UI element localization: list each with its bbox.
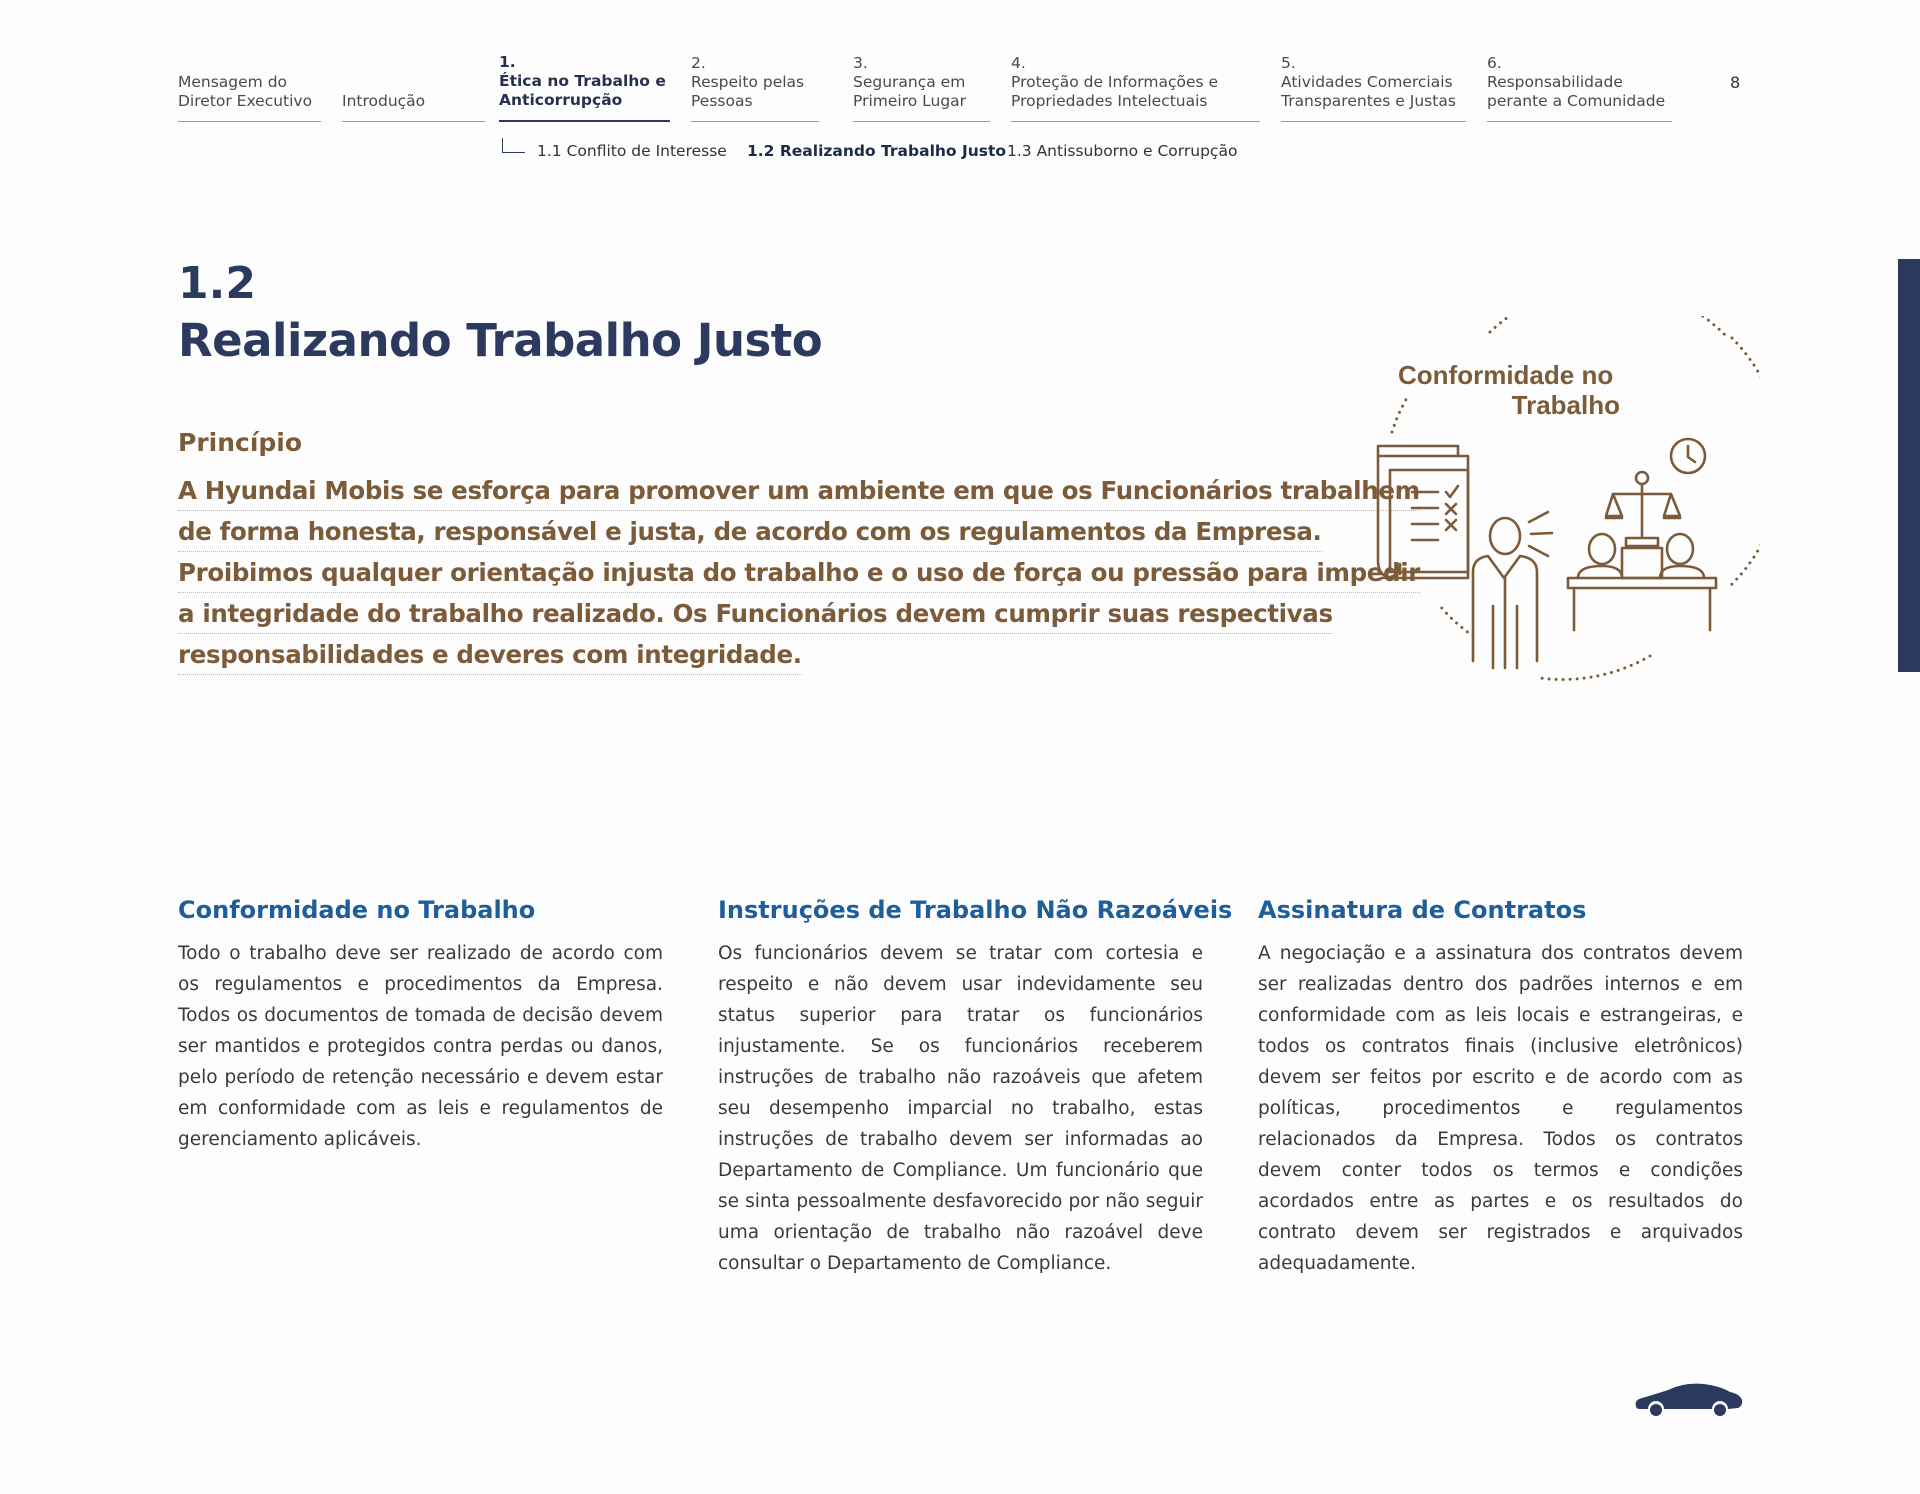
column-body: A negociação e a assinatura dos contratos devem ser realizadas dentro dos padrões internos e em conformidade com as leis locais e estrangeiras, e todos os contratos finais (inclusive eletrônicos) devem ser feitos por escrito e de acordo com as políticas, procedimentos e regulamentos relacionados da Empresa. Todos os contratos devem conter todos os termos e condições acordados entre as partes e os resultados do contrato devem ser registrados e arquivados adequadamente. xyxy=(1258,943,1743,1274)
nav-tab-number: 4. xyxy=(1011,54,1026,72)
principle-line: Proibimos qualquer orientação injusta do trabalho e o uso de força ou pressão para impedir xyxy=(178,554,1420,593)
nav-tab-ceo-message[interactable] xyxy=(178,52,321,122)
nav-tab-introduction[interactable] xyxy=(342,52,485,122)
scales-of-justice-icon xyxy=(1606,472,1680,578)
illustration-title-line: Trabalho xyxy=(1511,390,1620,420)
nav-tab-number: 1. xyxy=(499,53,516,71)
column-body: Todo o trabalho deve ser realizado de acordo com os regulamentos e procedimentos da Empresa. Todos os documentos de tomada de decisão devem ser mantidos e protegidos contra perdas ou danos, pelo período de retenção necessário e devem estar em conformidade com as leis e regulamentos de gerenciamento aplicáveis. xyxy=(178,943,663,1150)
dotted-arc-bottom xyxy=(1540,656,1650,679)
nav-tab-number: 2. xyxy=(691,54,706,72)
illustration-title xyxy=(1390,360,1650,420)
section-number: 1.2 xyxy=(178,258,256,309)
nav-tab-number: 3. xyxy=(853,54,868,72)
principle-line: A Hyundai Mobis se esforça para promover um ambiente em que os Funcionários trabalhem xyxy=(178,472,1420,511)
nav-tab-safety[interactable] xyxy=(853,52,990,122)
clock-icon xyxy=(1671,439,1705,473)
nav-tab-label: Segurança em Primeiro Lugar xyxy=(853,73,967,110)
column-heading: Instruções de Trabalho Não Razoáveis xyxy=(718,896,1233,924)
column-heading: Assinatura de Contratos xyxy=(1258,896,1587,924)
column-heading: Conformidade no Trabalho xyxy=(178,896,536,924)
subnav-item-anti-bribery[interactable]: 1.3 Antissuborno e Corrupção xyxy=(1007,142,1238,160)
column-unreasonable-instructions xyxy=(718,896,1233,1279)
page-number: 8 xyxy=(1730,73,1741,92)
nav-tab-number: 6. xyxy=(1487,54,1502,72)
illustration-title-line: Conformidade no xyxy=(1398,360,1614,390)
subnav-item-fair-work[interactable]: 1.2 Realizando Trabalho Justo xyxy=(747,142,1007,160)
subnav-item-conflict-of-interest[interactable]: 1.1 Conflito de Interesse xyxy=(537,142,727,160)
nav-tab-label: Introdução xyxy=(342,92,426,110)
nav-tab-label: Responsabilidade perante a Comunidade xyxy=(1487,73,1666,110)
dotted-arc-right xyxy=(1727,338,1760,589)
nav-tab-label: Ética no Trabalho e Anticorrupção xyxy=(499,72,666,109)
nav-tab-label: Mensagem do Diretor Executivo xyxy=(178,73,313,110)
nav-tab-business-activities[interactable] xyxy=(1281,52,1466,122)
principle-line: responsabilidades e deveres com integridade. xyxy=(178,636,802,675)
column-body: Os funcionários devem se tratar com cortesia e respeito e não devem usar indevidamente seu status superior para tratar os funcionários injustamente. Se os funcionários receberem instruções de trabalho não razoáveis que afetem seu desempenho imparcial no trabalho, estas instruções de trabalho devem ser informadas ao Departamento de Compliance. Um funcionário que se sinta pessoalmente desfavorecido por não seguir uma orientação de trabalho não razoável deve consultar o Departamento de Compliance. xyxy=(718,943,1203,1274)
column-work-compliance xyxy=(178,896,663,1155)
page-title: Realizando Trabalho Justo xyxy=(178,314,823,367)
checklist-document-icon xyxy=(1378,446,1468,578)
work-compliance-illustration xyxy=(1360,316,1760,686)
speaking-person-icon xyxy=(1473,512,1552,668)
dotted-arc-bottom-left xyxy=(1440,606,1473,636)
column-contract-signing xyxy=(1258,896,1743,1279)
branch-connector xyxy=(502,138,525,153)
principle-text xyxy=(178,472,1421,677)
principle-line: a integridade do trabalho realizado. Os Funcionários devem cumprir suas respectivas xyxy=(178,595,1333,634)
nav-tab-number: 5. xyxy=(1281,54,1296,72)
nav-tab-community[interactable] xyxy=(1487,52,1672,122)
nav-tab-label: Proteção de Informações e Propriedades Intelectuais xyxy=(1011,73,1219,110)
nav-tab-ethics[interactable] xyxy=(499,52,670,122)
nav-tab-label: Respeito pelas Pessoas xyxy=(691,73,805,110)
dotted-arc-top xyxy=(1490,316,1728,338)
section-side-bar xyxy=(1898,259,1920,672)
nav-tab-information-protection[interactable] xyxy=(1011,52,1260,122)
nav-tab-label: Atividades Comerciais Transparentes e Justas xyxy=(1281,73,1456,110)
nav-tab-respect[interactable] xyxy=(691,52,819,122)
principle-line: de forma honesta, responsável e justa, de acordo com os regulamentos da Empresa. xyxy=(178,513,1322,552)
car-icon xyxy=(1632,1380,1744,1420)
principle-label: Princípio xyxy=(178,428,303,457)
